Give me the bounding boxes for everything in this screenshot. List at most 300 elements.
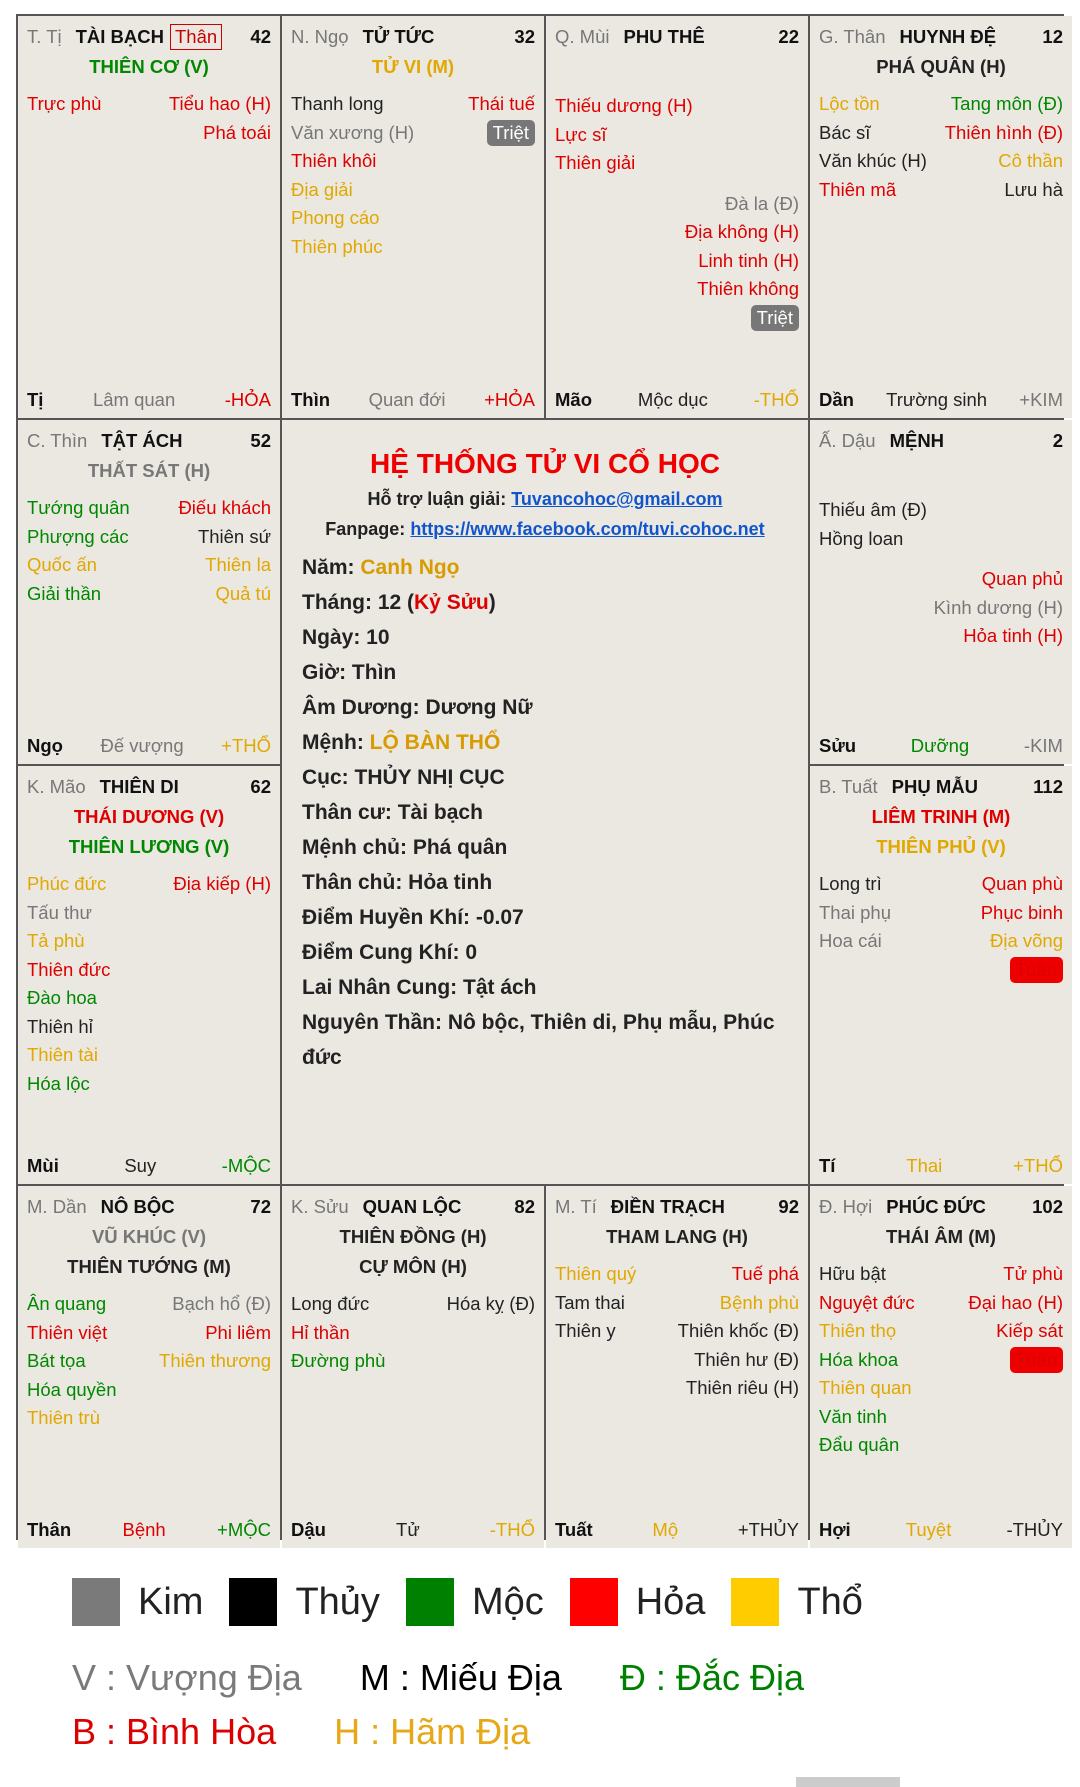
star-row <box>555 92 693 121</box>
star-row <box>698 247 799 276</box>
star-columns <box>819 90 1063 204</box>
right-stars <box>159 1290 271 1433</box>
star-name: Hóa quyền <box>27 1378 117 1400</box>
can-chi-label: M. Dần <box>27 1196 87 1217</box>
marker-badge: Tuần <box>1010 957 1063 983</box>
star-row <box>819 496 927 525</box>
star-row <box>27 1319 116 1348</box>
star-name: Quan phủ <box>981 568 1063 589</box>
info-cuc: Cục: THỦY NHỊ CỤC <box>302 766 505 789</box>
star-name: Đào hoa <box>27 987 97 1008</box>
star-name: Bạch hổ (Đ) <box>172 1293 271 1314</box>
star-row <box>487 119 535 148</box>
star-columns <box>819 496 1063 553</box>
star-name: Thai phụ <box>819 901 891 923</box>
palace-name: PHỤ MẪU <box>891 776 978 797</box>
star-row <box>751 304 799 333</box>
palace-name: TẬT ÁCH <box>101 430 183 451</box>
star-name: Thiên quý <box>555 1263 637 1284</box>
palace-cell[interactable] <box>810 16 1072 418</box>
star-row <box>996 1317 1063 1346</box>
star-name: Phong cáo <box>291 207 380 228</box>
star-name: Điếu khách <box>178 497 271 518</box>
palace-footer <box>27 386 271 414</box>
legend-binh: B : Bình Hòa <box>72 1711 277 1752</box>
right-stars <box>945 90 1063 204</box>
star-row <box>27 1013 110 1042</box>
age-number: 92 <box>778 1196 799 1217</box>
legend-swatch <box>72 1578 120 1626</box>
star-name: Thiên khốc (Đ) <box>677 1320 799 1341</box>
branch-label: Dần <box>819 389 854 410</box>
info-thang: Tháng: 12 (Kỷ Sửu) <box>302 591 496 614</box>
star-name: Hóa lộc <box>27 1072 90 1094</box>
left-stars <box>819 496 927 553</box>
palace-footer <box>819 386 1063 414</box>
star-name: Thanh long <box>291 93 384 114</box>
star-row <box>819 1317 915 1346</box>
star-row <box>697 275 799 304</box>
life-stage: Tử <box>396 1519 420 1540</box>
palace-header <box>291 1192 535 1222</box>
star-name: Thiên trù <box>27 1407 101 1428</box>
can-chi-label: Ấ. Dậu <box>819 430 876 451</box>
star-row <box>178 494 271 523</box>
star-columns <box>291 1290 535 1376</box>
main-star: THIÊN PHỦ (V) <box>876 836 1006 857</box>
star-name: Phục binh <box>980 901 1063 923</box>
branch-label: Mão <box>555 389 592 410</box>
star-name: Quan phù <box>981 873 1063 894</box>
right-stars <box>468 90 535 261</box>
star-name: Trực phù <box>27 93 102 114</box>
palace-header <box>555 1192 799 1222</box>
star-name: Cô thần <box>998 150 1063 171</box>
star-row <box>819 1346 915 1375</box>
star-row <box>555 1260 636 1289</box>
element-label: -HỎA <box>224 389 271 410</box>
star-name: Ân quang <box>27 1293 107 1314</box>
element-label: -THỔ <box>489 1519 535 1540</box>
marker-badge: Triệt <box>751 305 799 331</box>
star-row <box>934 594 1063 623</box>
star-name: Phi liêm <box>205 1321 271 1343</box>
can-chi-label: T. Tị <box>27 26 62 47</box>
star-row <box>819 1431 915 1460</box>
palace-name: HUYNH ĐỆ <box>899 26 997 47</box>
left-stars <box>555 92 693 178</box>
main-star: THIÊN CƠ (V) <box>89 56 209 77</box>
star-name: Địa võng <box>989 930 1063 951</box>
star-row <box>291 1319 385 1348</box>
element-legend <box>72 1578 889 1626</box>
star-row <box>172 1290 271 1319</box>
star-row <box>291 147 414 176</box>
star-name: Thiên quan <box>819 1377 912 1398</box>
palace-name: TỬ TỨC <box>362 26 435 47</box>
star-row <box>291 233 414 262</box>
element-label: -THỦY <box>1006 1519 1063 1540</box>
star-row <box>1010 956 1063 985</box>
star-name: Địa giải <box>291 178 353 200</box>
star-name: Hồng loan <box>819 527 904 549</box>
star-name: Tam thai <box>555 1291 625 1313</box>
fanpage-line: Fanpage: https://www.facebook.com/tuvi.cohoc.net <box>325 519 765 539</box>
star-name: Văn tinh <box>819 1405 887 1427</box>
right-stars <box>447 1290 535 1376</box>
legend-vuong: V : Vượng Địa <box>72 1657 302 1698</box>
star-row <box>27 1041 110 1070</box>
palace-footer <box>27 1516 271 1544</box>
star-row <box>27 90 101 119</box>
star-row <box>205 1319 271 1348</box>
right-lower-stars <box>555 190 799 333</box>
life-stage: Tuyệt <box>905 1519 952 1540</box>
star-name: Văn xương (H) <box>291 121 415 143</box>
palace-cell[interactable] <box>282 1186 544 1548</box>
star-row <box>27 523 130 552</box>
star-name: Bát tọa <box>27 1350 86 1371</box>
element-label: +KIM <box>1019 389 1063 410</box>
star-name: Phượng các <box>27 525 129 547</box>
star-name: Thiên thọ <box>819 1320 897 1341</box>
left-stars <box>291 1290 385 1376</box>
life-stage: Quan đới <box>368 389 446 410</box>
star-columns <box>291 90 535 261</box>
can-chi-label: K. Sửu <box>291 1196 349 1217</box>
star-row <box>968 1289 1063 1318</box>
palace-cell[interactable] <box>546 1186 808 1548</box>
star-row <box>159 1347 271 1376</box>
marker-badge: Triệt <box>487 120 535 146</box>
star-row <box>1004 176 1063 205</box>
star-row <box>447 1290 535 1319</box>
age-number: 52 <box>250 430 271 451</box>
element-label: -MỘC <box>221 1155 271 1176</box>
star-name: Long trì <box>819 873 882 894</box>
star-row <box>27 1290 116 1319</box>
info-lai-nhan-cung: Lai Nhân Cung: Tật ách <box>302 976 537 999</box>
life-stage: Thai <box>906 1155 943 1176</box>
star-name: Tang môn (Đ) <box>950 93 1063 114</box>
star-row <box>990 927 1063 956</box>
left-stars <box>27 870 110 1098</box>
star-row <box>555 121 693 150</box>
star-row <box>686 1374 799 1403</box>
life-stage: Lâm quan <box>92 389 176 410</box>
star-row <box>27 984 110 1013</box>
star-name: Thiên phúc <box>291 235 383 257</box>
legend-row-1 <box>72 1652 804 1704</box>
info-ngay: Ngày: 10 <box>302 626 390 649</box>
star-row <box>291 1290 385 1319</box>
star-row <box>27 870 110 899</box>
life-stage: Suy <box>124 1155 157 1176</box>
star-name: Lực sĩ <box>555 123 607 145</box>
center-info-panel <box>282 420 808 1184</box>
star-row <box>725 190 799 219</box>
star-row <box>819 1374 915 1403</box>
main-star: VŨ KHÚC (V) <box>91 1226 207 1247</box>
star-name: Địa không (H) <box>684 221 799 242</box>
tuvi-chart-grid <box>16 14 1064 1540</box>
left-stars <box>27 90 101 147</box>
life-stage: Bệnh <box>122 1519 166 1540</box>
left-stars <box>819 870 891 984</box>
star-row <box>678 1317 799 1346</box>
star-row <box>555 1289 636 1318</box>
star-name: Đà la (Đ) <box>724 192 799 214</box>
star-columns <box>555 92 799 178</box>
star-row <box>555 149 693 178</box>
palace-cell[interactable] <box>18 16 280 418</box>
star-name: Quốc ấn <box>27 554 97 575</box>
star-row <box>685 218 799 247</box>
palace-cell[interactable] <box>546 16 808 418</box>
palace-header <box>27 22 271 52</box>
star-row <box>819 147 927 176</box>
star-name: Giải thần <box>27 582 102 604</box>
age-number: 72 <box>250 1196 271 1217</box>
star-row <box>819 525 927 554</box>
star-name: Hoa cái <box>819 930 882 951</box>
star-row <box>982 870 1063 899</box>
palace-footer <box>291 386 535 414</box>
star-row <box>819 1260 915 1289</box>
palace-cell[interactable] <box>810 1186 1072 1548</box>
palace-cell[interactable] <box>18 1186 280 1548</box>
right-stars <box>981 870 1063 984</box>
main-star: THIÊN LƯƠNG (V) <box>68 836 230 857</box>
star-name: Thái tuế <box>468 93 535 114</box>
right-stars <box>173 870 271 1098</box>
palace-footer <box>291 1516 535 1544</box>
life-stage: Mộc dục <box>637 389 708 410</box>
star-row <box>27 551 130 580</box>
palace-header <box>27 426 271 456</box>
marker-badge: Tuần <box>1010 1347 1063 1373</box>
age-number: 112 <box>1033 776 1063 797</box>
life-stage: Đế vượng <box>100 735 184 756</box>
info-menh-chu: Mệnh chủ: Phá quân <box>302 836 508 859</box>
can-chi-label: B. Tuất <box>819 776 878 797</box>
can-chi-label: M. Tí <box>555 1196 597 1217</box>
legend-element-label: Mộc <box>471 1580 544 1623</box>
star-row <box>982 565 1063 594</box>
element-label: -KIM <box>1023 735 1063 756</box>
palace-cell[interactable] <box>282 16 544 418</box>
main-star: THÁI ÂM (M) <box>886 1226 996 1247</box>
star-name: Hỉ thần <box>291 1321 350 1343</box>
age-number: 12 <box>1042 26 1063 47</box>
scrollbar-thumb[interactable] <box>796 1777 900 1787</box>
age-number: 62 <box>250 776 271 797</box>
palace-name: NÔ BỘC <box>100 1196 175 1217</box>
main-star: THIÊN ĐỒNG (H) <box>339 1226 487 1247</box>
palace-name: TÀI BẠCH <box>75 26 164 47</box>
star-name: Hỏa tinh (H) <box>963 625 1063 646</box>
star-row <box>819 176 927 205</box>
age-number: 102 <box>1032 1196 1063 1217</box>
right-stars <box>678 1260 799 1403</box>
star-row <box>291 204 414 233</box>
palace-footer <box>819 1516 1063 1544</box>
star-name: Thiếu âm (Đ) <box>819 499 927 520</box>
legend-swatch <box>406 1578 454 1626</box>
star-row <box>173 870 271 899</box>
star-row <box>27 956 110 985</box>
star-name: Tử phù <box>1003 1263 1063 1284</box>
legend-element-label: Thủy <box>295 1580 380 1623</box>
age-number: 32 <box>514 26 535 47</box>
star-row <box>27 580 130 609</box>
palace-footer <box>819 732 1063 760</box>
main-star: PHÁ QUÂN (H) <box>876 56 1006 77</box>
branch-label: Tị <box>27 389 44 410</box>
star-columns <box>555 1260 799 1403</box>
star-row <box>819 927 891 956</box>
star-name: Kiếp sát <box>996 1320 1063 1341</box>
star-row <box>169 90 271 119</box>
can-chi-label: C. Thìn <box>27 430 88 451</box>
palace-name: PHÚC ĐỨC <box>886 1196 986 1217</box>
life-stage: Dưỡng <box>910 735 970 756</box>
star-row <box>555 1317 636 1346</box>
star-row <box>951 90 1063 119</box>
star-row <box>291 119 414 148</box>
star-row <box>27 494 130 523</box>
legend-element-label: Kim <box>138 1580 204 1623</box>
support-email-link[interactable]: Tuvancohoc@gmail.com <box>511 489 723 509</box>
star-row <box>819 1289 915 1318</box>
palace-name: THIÊN DI <box>99 776 179 797</box>
star-name: Thiên mã <box>819 178 897 200</box>
element-label: +HỎA <box>484 389 535 410</box>
info-nguyen-than: Nguyên Thần: Nô bộc, Thiên di, Phụ mẫu, Phúc đức <box>302 1011 775 1069</box>
can-chi-label: K. Mão <box>27 776 86 797</box>
star-name: Tuế phá <box>731 1263 799 1284</box>
palace-cell[interactable] <box>810 420 1072 764</box>
palace-header <box>819 1192 1063 1222</box>
star-name: Địa kiếp (H) <box>173 873 271 894</box>
element-label: +MỘC <box>217 1519 271 1540</box>
star-row <box>819 119 927 148</box>
star-name: Văn khúc (H) <box>819 150 927 171</box>
palace-header <box>291 22 535 52</box>
star-row <box>205 551 271 580</box>
palace-header <box>819 426 1063 456</box>
star-name: Thiên giải <box>555 152 636 173</box>
left-stars <box>819 90 927 204</box>
star-row <box>720 1289 799 1318</box>
star-name: Thiên thương <box>159 1350 271 1371</box>
star-name: Kình dương (H) <box>933 596 1063 618</box>
star-name: Phá toái <box>203 121 271 143</box>
branch-label: Mùi <box>27 1155 59 1176</box>
star-columns <box>27 494 271 608</box>
star-columns <box>27 90 271 147</box>
legend-ham: H : Hãm Địa <box>334 1711 531 1752</box>
right-stars <box>169 90 271 147</box>
info-am-duong: Âm Dương: Dương Nữ <box>302 696 533 719</box>
palace-cell[interactable] <box>810 766 1072 1184</box>
star-row <box>998 147 1063 176</box>
element-label: -THỔ <box>753 389 799 410</box>
star-name: Hóa khoa <box>819 1348 899 1370</box>
star-row <box>1010 1346 1063 1375</box>
age-number: 42 <box>250 26 271 47</box>
star-name: Tấu thư <box>27 901 92 923</box>
star-row <box>203 119 271 148</box>
palace-cell[interactable] <box>18 420 280 764</box>
star-row <box>291 176 414 205</box>
legend-swatch <box>570 1578 618 1626</box>
right-stars <box>178 494 271 608</box>
palace-name: QUAN LỘC <box>362 1196 462 1217</box>
star-row <box>1003 1260 1063 1289</box>
star-name: Bệnh phù <box>719 1291 799 1313</box>
element-label: +THỔ <box>221 735 271 756</box>
branch-label: Dậu <box>291 1519 326 1540</box>
star-row <box>27 1070 110 1099</box>
star-name: Thiên hư (Đ) <box>694 1348 799 1370</box>
left-stars <box>27 494 130 608</box>
star-row <box>694 1346 799 1375</box>
legend-dac: Đ : Đắc Địa <box>619 1657 804 1698</box>
palace-header <box>27 1192 271 1222</box>
info-gio: Giờ: Thìn <box>302 661 397 684</box>
star-row <box>27 927 110 956</box>
can-chi-label: G. Thân <box>819 26 886 47</box>
star-name: Linh tinh (H) <box>698 249 799 271</box>
life-stage: Mộ <box>652 1519 679 1540</box>
info-diem-huyen-khi: Điểm Huyền Khí: -0.07 <box>302 906 524 929</box>
star-name: Thiên riêu (H) <box>685 1377 799 1398</box>
left-stars <box>291 90 414 261</box>
star-name: Lộc tồn <box>819 93 880 114</box>
star-row <box>468 90 535 119</box>
fanpage-link[interactable]: https://www.facebook.com/tuvi.cohoc.net <box>410 519 765 539</box>
info-diem-cung-khi: Điểm Cung Khí: 0 <box>302 941 478 964</box>
star-name: Hóa kỵ (Đ) <box>446 1293 535 1314</box>
palace-cell[interactable] <box>18 766 280 1184</box>
chart-title: HỆ THỐNG TỬ VI CỔ HỌC <box>370 448 720 479</box>
branch-label: Sửu <box>819 735 857 756</box>
star-row <box>819 1403 915 1432</box>
star-name: Đường phù <box>291 1350 386 1371</box>
info-menh: Mệnh: LỘ BÀN THỔ <box>302 731 501 754</box>
star-row <box>732 1260 799 1289</box>
legend-row-2 <box>72 1706 530 1758</box>
branch-label: Tí <box>819 1155 836 1176</box>
star-name: Tiểu hao (H) <box>168 93 271 114</box>
branch-label: Ngọ <box>27 735 63 756</box>
branch-label: Tuất <box>555 1519 593 1540</box>
star-row <box>819 870 891 899</box>
palace-name: ĐIỀN TRẠCH <box>610 1196 725 1217</box>
age-number: 82 <box>514 1196 535 1217</box>
right-lower-stars <box>819 565 1063 651</box>
star-row <box>981 899 1063 928</box>
palace-footer <box>555 1516 799 1544</box>
star-row <box>27 1376 116 1405</box>
star-row <box>198 523 271 552</box>
star-row <box>963 622 1063 651</box>
palace-footer <box>819 1152 1063 1180</box>
star-columns <box>27 870 271 1098</box>
can-chi-label: Đ. Hợi <box>819 1196 873 1217</box>
star-row <box>27 1404 116 1433</box>
